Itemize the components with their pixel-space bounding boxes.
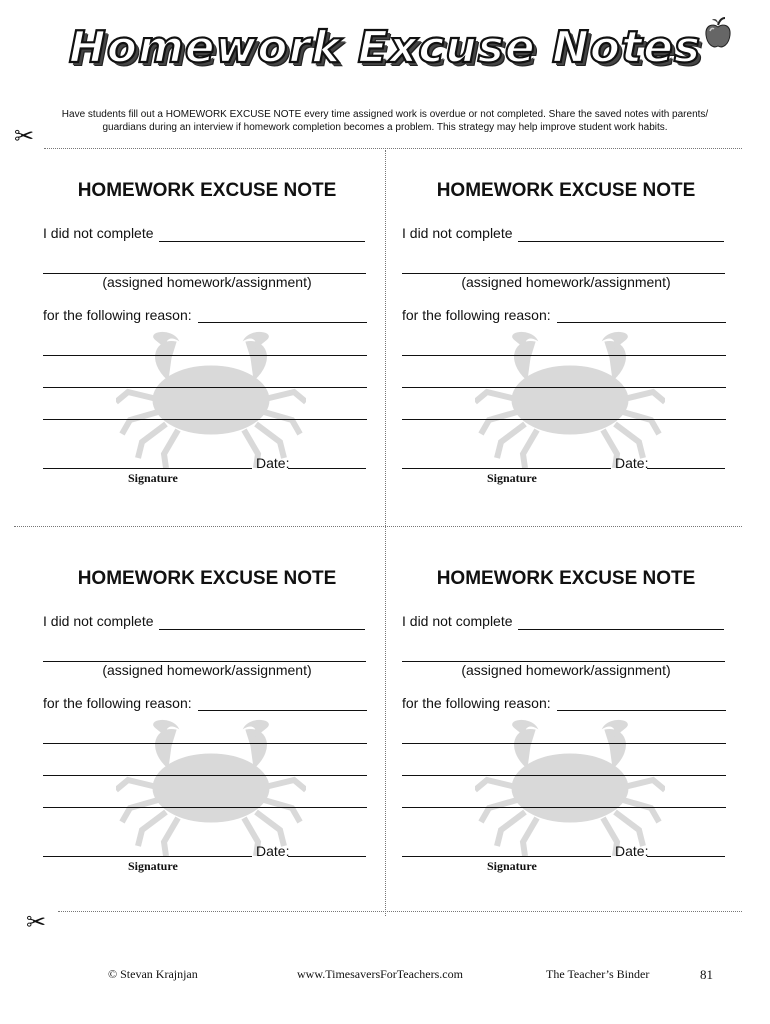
excuse-note bbox=[401, 568, 731, 888]
crab-watermark-icon bbox=[116, 718, 306, 858]
note-heading: HOMEWORK EXCUSE NOTE bbox=[436, 568, 696, 589]
reason-label: for the following reason: bbox=[402, 695, 551, 711]
reason-line-2[interactable] bbox=[43, 743, 367, 744]
signature-label: Signature bbox=[487, 859, 537, 873]
page-title bbox=[0, 22, 770, 73]
page-number: 81 bbox=[700, 967, 713, 982]
signature-label: Signature bbox=[128, 859, 178, 873]
signature-line[interactable] bbox=[43, 468, 252, 469]
reason-label: for the following reason: bbox=[402, 307, 551, 323]
reason-line-4[interactable] bbox=[402, 419, 726, 420]
reason-line-4[interactable] bbox=[402, 807, 726, 808]
excuse-note bbox=[42, 180, 372, 500]
did-not-complete-label: I did not complete bbox=[43, 613, 154, 629]
excuse-note bbox=[401, 180, 731, 500]
date-line[interactable] bbox=[288, 856, 366, 857]
reason-label: for the following reason: bbox=[43, 695, 192, 711]
note-heading: HOMEWORK EXCUSE NOTE bbox=[77, 180, 337, 201]
reason-line-3[interactable] bbox=[402, 775, 726, 776]
date-line[interactable] bbox=[647, 856, 725, 857]
date-label: Date: bbox=[256, 455, 290, 471]
reason-line-3[interactable] bbox=[402, 387, 726, 388]
date-line[interactable] bbox=[288, 468, 366, 469]
reason-line[interactable] bbox=[557, 322, 726, 323]
reason-line-3[interactable] bbox=[43, 387, 367, 388]
intro-text bbox=[40, 108, 730, 134]
note-heading: HOMEWORK EXCUSE NOTE bbox=[77, 568, 337, 589]
assignment-line[interactable] bbox=[159, 241, 365, 242]
date-line[interactable] bbox=[647, 468, 725, 469]
intro-line-2: guardians during an interview if homework completion becomes a problem. This strategy may help improve student work habits. bbox=[102, 122, 668, 133]
reason-line-2[interactable] bbox=[402, 355, 726, 356]
assignment-line[interactable] bbox=[518, 629, 724, 630]
cut-line-middle bbox=[14, 526, 742, 527]
signature-label: Signature bbox=[128, 471, 178, 485]
footer-book-title: The Teacher’s Binder bbox=[546, 967, 650, 981]
intro-line-1: Have students fill out a HOMEWORK EXCUSE NOTE every time assigned work is overdue or not completed. Share the saved notes with parents/ bbox=[61, 109, 709, 120]
excuse-note bbox=[42, 568, 372, 888]
crab-watermark-icon bbox=[475, 718, 665, 858]
cut-line-bottom bbox=[58, 911, 742, 912]
scissors-icon: ✂ bbox=[26, 909, 47, 936]
assigned-label: (assigned homework/assignment) bbox=[102, 662, 312, 678]
assigned-label: (assigned homework/assignment) bbox=[461, 662, 671, 678]
did-not-complete-label: I did not complete bbox=[43, 225, 154, 241]
signature-line[interactable] bbox=[402, 468, 611, 469]
crab-watermark-icon bbox=[116, 330, 306, 470]
page-title-text: Homework Excuse Notes bbox=[68, 22, 702, 73]
date-label: Date: bbox=[256, 843, 290, 859]
reason-line[interactable] bbox=[198, 710, 367, 711]
reason-label: for the following reason: bbox=[43, 307, 192, 323]
did-not-complete-label: I did not complete bbox=[402, 225, 513, 241]
signature-line[interactable] bbox=[43, 856, 252, 857]
scissors-icon: ✂ bbox=[14, 123, 35, 150]
cut-line-vertical bbox=[385, 150, 386, 916]
reason-line-4[interactable] bbox=[43, 807, 367, 808]
reason-line[interactable] bbox=[557, 710, 726, 711]
reason-line-2[interactable] bbox=[43, 355, 367, 356]
cut-line-top bbox=[44, 148, 742, 149]
assigned-label: (assigned homework/assignment) bbox=[102, 274, 312, 290]
assigned-label: (assigned homework/assignment) bbox=[461, 274, 671, 290]
apple-icon bbox=[703, 16, 733, 50]
reason-line-3[interactable] bbox=[43, 775, 367, 776]
did-not-complete-label: I did not complete bbox=[402, 613, 513, 629]
date-label: Date: bbox=[615, 455, 649, 471]
note-heading: HOMEWORK EXCUSE NOTE bbox=[436, 180, 696, 201]
footer-copyright: © Stevan Krajnjan bbox=[108, 967, 198, 981]
footer-website: www.TimesaversForTeachers.com bbox=[297, 967, 463, 981]
signature-line[interactable] bbox=[402, 856, 611, 857]
date-label: Date: bbox=[615, 843, 649, 859]
reason-line-4[interactable] bbox=[43, 419, 367, 420]
signature-label: Signature bbox=[487, 471, 537, 485]
assignment-line[interactable] bbox=[159, 629, 365, 630]
reason-line-2[interactable] bbox=[402, 743, 726, 744]
reason-line[interactable] bbox=[198, 322, 367, 323]
crab-watermark-icon bbox=[475, 330, 665, 470]
assignment-line[interactable] bbox=[518, 241, 724, 242]
